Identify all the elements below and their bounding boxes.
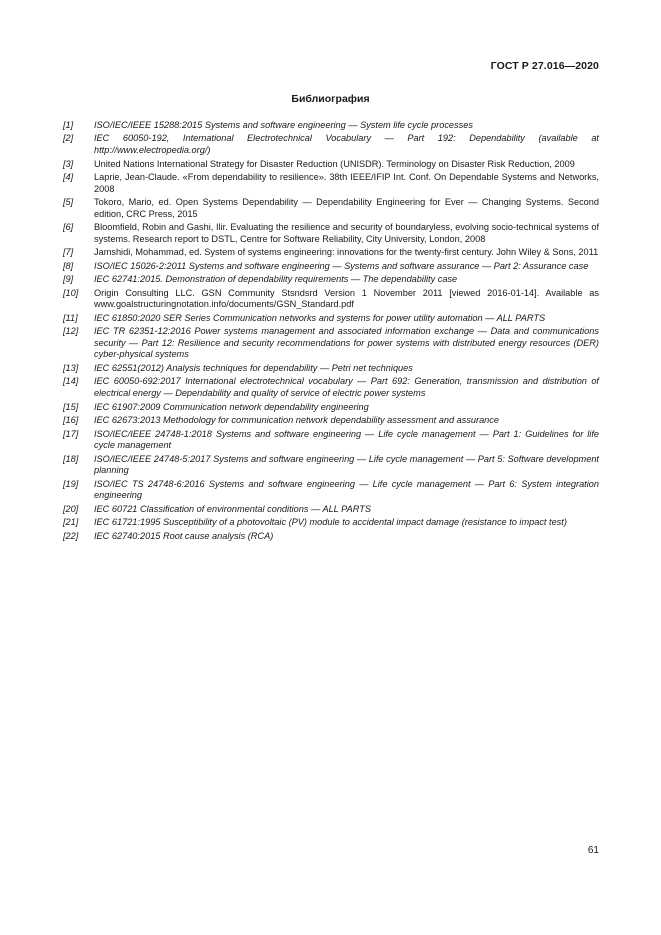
entry-text: IEC 61721:1995 Susceptibility of a photovoltaic (PV) module to accidental impact damage (resistance to impact test) [94, 517, 567, 528]
entry-text: IEC 62551(2012) Analysis techniques for dependability — Petri net techniques [94, 362, 413, 373]
bibliography-entry [63, 197, 599, 220]
bibliography-entry [63, 326, 599, 361]
entry-number: [19] [63, 478, 79, 489]
entry-number: [12] [63, 326, 79, 337]
bibliography-entry [63, 429, 599, 452]
bibliography-title: Библиография [291, 93, 370, 105]
bibliography-entry [63, 261, 599, 273]
entry-text: ISO/IEC/IEEE 15288:2015 Systems and software engineering — System life cycle processes [94, 120, 473, 130]
entry-text: IEC 62673:2013 Methodology for communication network dependability assessment and assurance [94, 415, 499, 426]
entry-number: [3] [63, 158, 74, 169]
bibliography-entry [63, 454, 599, 477]
entry-number: [7] [63, 247, 74, 258]
bibliography-entry [63, 531, 599, 543]
bibliography-entry [63, 133, 599, 156]
entry-number: [9] [63, 274, 74, 285]
entry-number: [1] [63, 120, 74, 130]
entry-number: [11] [63, 312, 78, 323]
entry-text: Bloomfield, Robin and Gashi, Ilir. Evaluating the resilience and security of boundaryless, evolving socio-technical systems of systems. Research report to DSTL, Centre for Software Reliability, City University, London, 2008 [94, 222, 599, 244]
entry-number: [17] [63, 428, 79, 439]
entry-text: IEC 61907:2009 Communication network dependability engineering [94, 401, 369, 412]
entry-text: Jamshidi, Mohammad, ed. System of systems engineering: innovations for the twenty-first century. John Wiley & Sons, 2011 [94, 247, 599, 258]
entry-number: [2] [63, 133, 74, 144]
entry-text: Tokoro, Mario, ed. Open Systems Dependability — Dependability Engineering for Ever — Changing Systems. Second edition, CRC Press, 2015 [94, 197, 599, 219]
entry-number: [22] [63, 530, 79, 541]
entry-text: IEC 60721 Classification of environmental conditions — ALL PARTS [94, 503, 371, 514]
entry-text: ISO/IEC TS 24748-6:2016 Systems and software engineering — Life cycle management — Part 6: System integration engineering [94, 478, 599, 501]
bibliography-entry [63, 402, 599, 414]
bibliography-entry [63, 415, 599, 427]
bibliography-entry [63, 313, 599, 325]
entry-text: ISO/IEC/IEEE 24748-1:2018 Systems and software engineering — Life cycle management — Part 1: Guidelines for life cycle management [94, 428, 599, 451]
bibliography-entry [63, 504, 599, 516]
document-code: ГОСТ Р 27.016—2020 [490, 60, 599, 72]
bibliography-entry [63, 222, 599, 245]
entry-number: [16] [63, 415, 79, 426]
entry-number: [20] [63, 503, 79, 514]
entry-text: IEC 60050-692:2017 International electrotechnical vocabulary — Part 692: Generation, transmission and distribution of electrical energy — Dependability and quality of service of electric power systems [94, 376, 599, 399]
entry-number: [8] [63, 260, 74, 271]
bibliography-entry [63, 479, 599, 502]
bibliography-entry [63, 376, 599, 399]
entry-text: United Nations International Strategy for Disaster Reduction (UNISDR). Terminology on Disaster Risk Reduction, 2009 [94, 158, 575, 169]
bibliography-entry [63, 247, 599, 259]
entry-text: IEC 62740:2015 Root cause analysis (RCA) [94, 530, 274, 541]
bibliography-entry [63, 274, 599, 286]
bibliography-list [63, 120, 599, 544]
entry-text: IEC 61850:2020 SER Series Communication networks and systems for power utility automation — ALL PARTS [94, 312, 546, 323]
entry-text: Origin Consulting LLC. GSN Community Stsndsrd Version 1 November 2011 [viewed 2016-01-14]. Available as www.goalstructuringnotation.info/documents/GSN_Standard.pdf [94, 287, 599, 310]
bibliography-entry [63, 120, 599, 132]
entry-number: [14] [63, 376, 79, 387]
page-number: 61 [587, 845, 599, 856]
entry-text: ISO/IEC/IEEE 24748-5:2017 Systems and software engineering — Life cycle management — Part 5: Software development planning [94, 453, 599, 476]
entry-text: Laprie, Jean-Claude. «From dependability to resilience». 38th IEEE/IFIP Int. Conf. On Dependable Systems and Networks, 2008 [94, 172, 599, 194]
entry-number: [10] [63, 287, 79, 298]
entry-number: [15] [63, 401, 79, 412]
entry-text: IEC TR 62351-12:2016 Power systems management and associated information exchange — Data and communications security — Part 12: Resilience and security recommendations for power systems with distributed energy resources (DER) cyber-physical systems [94, 326, 599, 360]
entry-text: IEC 60050-192, International Electrotechnical Vocabulary — Part 192: Dependability (available at http://www.electropedia.org/) [94, 133, 599, 156]
bibliography-entry [63, 517, 599, 529]
bibliography-entry [63, 288, 599, 311]
entry-number: [5] [63, 197, 74, 208]
bibliography-entry [63, 159, 599, 171]
entry-text: ISO/IEC 15026-2:2011 Systems and software engineering — Systems and software assurance — Part 2: Assurance case [94, 260, 589, 271]
entry-text: IEC 62741:2015. Demonstration of dependability requirements — The dependability case [94, 274, 458, 285]
entry-number: [4] [63, 172, 74, 183]
entry-number: [13] [63, 362, 79, 373]
entry-number: [18] [63, 453, 79, 464]
entry-number: [21] [63, 517, 79, 528]
bibliography-entry [63, 363, 599, 375]
entry-number: [6] [63, 222, 74, 233]
bibliography-entry [63, 172, 599, 195]
